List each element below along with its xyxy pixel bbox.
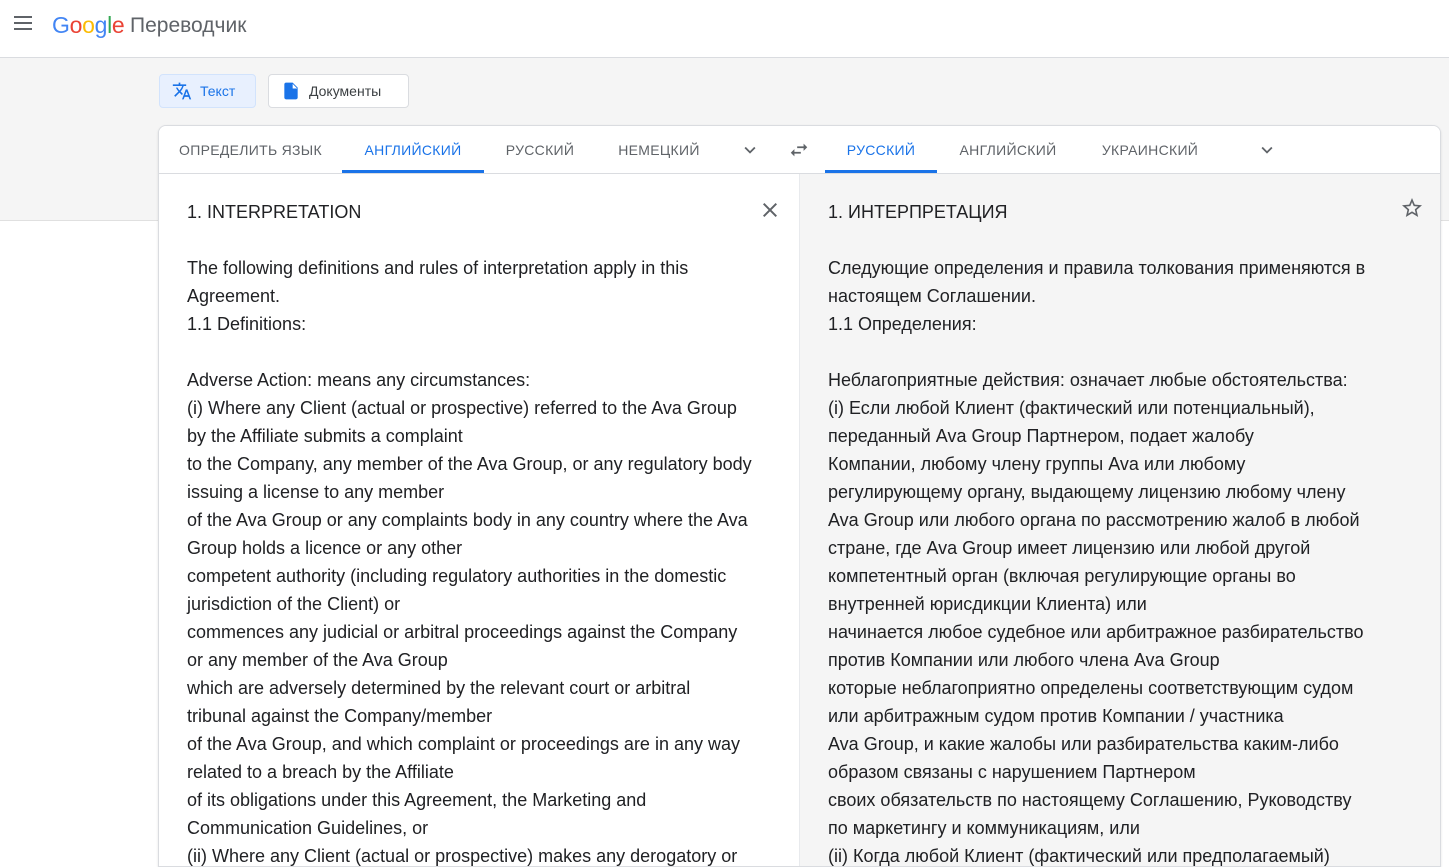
translator-card [158, 125, 1441, 867]
documents-mode-button[interactable] [268, 74, 409, 108]
translation-line: переданный Ava Group Партнером, подает жалобу [828, 426, 1254, 446]
clear-source-close-icon[interactable] [758, 198, 782, 222]
translate-icon [172, 81, 192, 101]
source-line: 1. INTERPRETATION [187, 202, 362, 222]
translation-line: которые неблагоприятно определены соответствующим судом [828, 678, 1354, 698]
translation-line: Следующие определения и правила толкования применяются в [828, 258, 1366, 278]
source-line: Agreement. [187, 286, 281, 306]
translation-line [828, 226, 1365, 254]
translation-line: своих обязательств по настоящему Соглашению, Руководству [828, 790, 1352, 810]
source-line: of its obligations under this Agreement, the Marketing and [187, 790, 647, 810]
source-line: Group holds a licence or any other [187, 538, 463, 558]
source-line: 1.1 Definitions: [187, 314, 307, 334]
top-app-bar [0, 0, 1449, 58]
tab-detect-language[interactable]: ОПРЕДЕЛИТЬ ЯЗЫК [179, 141, 322, 158]
source-line: or any member of the Ava Group [187, 650, 448, 670]
source-line [187, 226, 752, 254]
translation-line: или арбитражным судом против Компании / участника [828, 706, 1284, 726]
translation-line: Неблагоприятные действия: означает любые обстоятельства: [828, 370, 1348, 390]
target-more-languages-chevron-down-icon[interactable] [1256, 139, 1278, 161]
translation-line: Ava Group, и какие жалобы или разбирательства каким-либо [828, 734, 1339, 754]
source-line: (ii) Where any Client (actual or prospective) makes any derogatory or [187, 846, 738, 866]
source-line: The following definitions and rules of interpretation apply in this [187, 258, 689, 278]
source-line: jurisdiction of the Client) or [187, 594, 401, 614]
tab-source-german[interactable]: НЕМЕЦКИЙ [618, 141, 700, 158]
translation-line: по маркетингу и коммуникациям, или [828, 818, 1140, 838]
translation-line: против Компании или любого члена Ava Group [828, 650, 1220, 670]
translation-line: стране, где Ava Group имеет лицензию или любой другой [828, 538, 1311, 558]
translation-line: образом связаны с нарушением Партнером [828, 762, 1196, 782]
translation-line: (i) Если любой Клиент (фактический или потенциальный), [828, 398, 1315, 418]
document-icon [281, 81, 301, 101]
source-line: of the Ava Group or any complaints body in any country where the Ava [187, 510, 748, 530]
source-line: Adverse Action: means any circumstances: [187, 370, 531, 390]
source-text[interactable] [187, 198, 752, 867]
translation-line: компетентный орган (включая регулирующие органы во [828, 566, 1296, 586]
tab-source-russian[interactable]: РУССКИЙ [505, 141, 575, 158]
translation-line: настоящем Соглашении. [828, 286, 1036, 306]
tab-target-english[interactable]: АНГЛИЙСКИЙ [959, 141, 1057, 158]
source-line: of the Ava Group, and which complaint or proceedings are in any way [187, 734, 740, 754]
text-mode-button[interactable] [159, 74, 256, 108]
documents-mode-label: Документы [309, 83, 382, 99]
product-name: Переводчик [130, 14, 247, 37]
translation-text [828, 198, 1365, 867]
translation-line: регулирующему органу, выдающему лицензию любому члену [828, 482, 1346, 502]
google-logo[interactable]: Google [52, 12, 125, 38]
translation-line [828, 338, 1365, 366]
source-line: to the Company, any member of the Ava Group, or any regulatory body [187, 454, 752, 474]
source-line: Communication Guidelines, or [187, 818, 429, 838]
swap-languages-icon[interactable] [787, 139, 811, 161]
translation-line: начинается любое судебное или арбитражное разбирательство [828, 622, 1364, 642]
translation-line: Ava Group или любого органа по рассмотрению жалоб в любой [828, 510, 1360, 530]
text-mode-label: Текст [200, 83, 236, 99]
tab-target-russian[interactable]: РУССКИЙ [825, 126, 937, 173]
source-line: tribunal against the Company/member [187, 706, 493, 726]
translation-line: Компании, любому члену группы Ava или любому [828, 454, 1246, 474]
hamburger-menu-icon[interactable] [14, 16, 34, 32]
translation-line: 1. ИНТЕРПРЕТАЦИЯ [828, 202, 1008, 222]
tab-source-english[interactable]: АНГЛИЙСКИЙ [342, 126, 484, 173]
translation-line: 1.1 Определения: [828, 314, 977, 334]
source-line: (i) Where any Client (actual or prospective) referred to the Ava Group [187, 398, 737, 418]
source-line: by the Affiliate submits a complaint [187, 426, 463, 446]
source-line: related to a breach by the Affiliate [187, 762, 454, 782]
language-bar [159, 126, 1440, 174]
translation-pane [799, 174, 1441, 867]
source-text-pane[interactable] [159, 174, 799, 867]
source-line: issuing a license to any member [187, 482, 445, 502]
tab-target-ukrainian[interactable]: УКРАИНСКИЙ [1101, 141, 1199, 158]
source-line: commences any judicial or arbitral proceedings against the Company [187, 622, 738, 642]
save-translation-star-icon[interactable] [1400, 196, 1424, 220]
translation-line: внутренней юрисдикции Клиента) или [828, 594, 1147, 614]
source-more-languages-chevron-down-icon[interactable] [739, 139, 761, 161]
translation-line: (ii) Когда любой Клиент (фактический или предполагаемый) [828, 846, 1330, 866]
source-line [187, 338, 752, 366]
source-line: competent authority (including regulatory authorities in the domestic [187, 566, 727, 586]
source-line: which are adversely determined by the relevant court or arbitral [187, 678, 691, 698]
